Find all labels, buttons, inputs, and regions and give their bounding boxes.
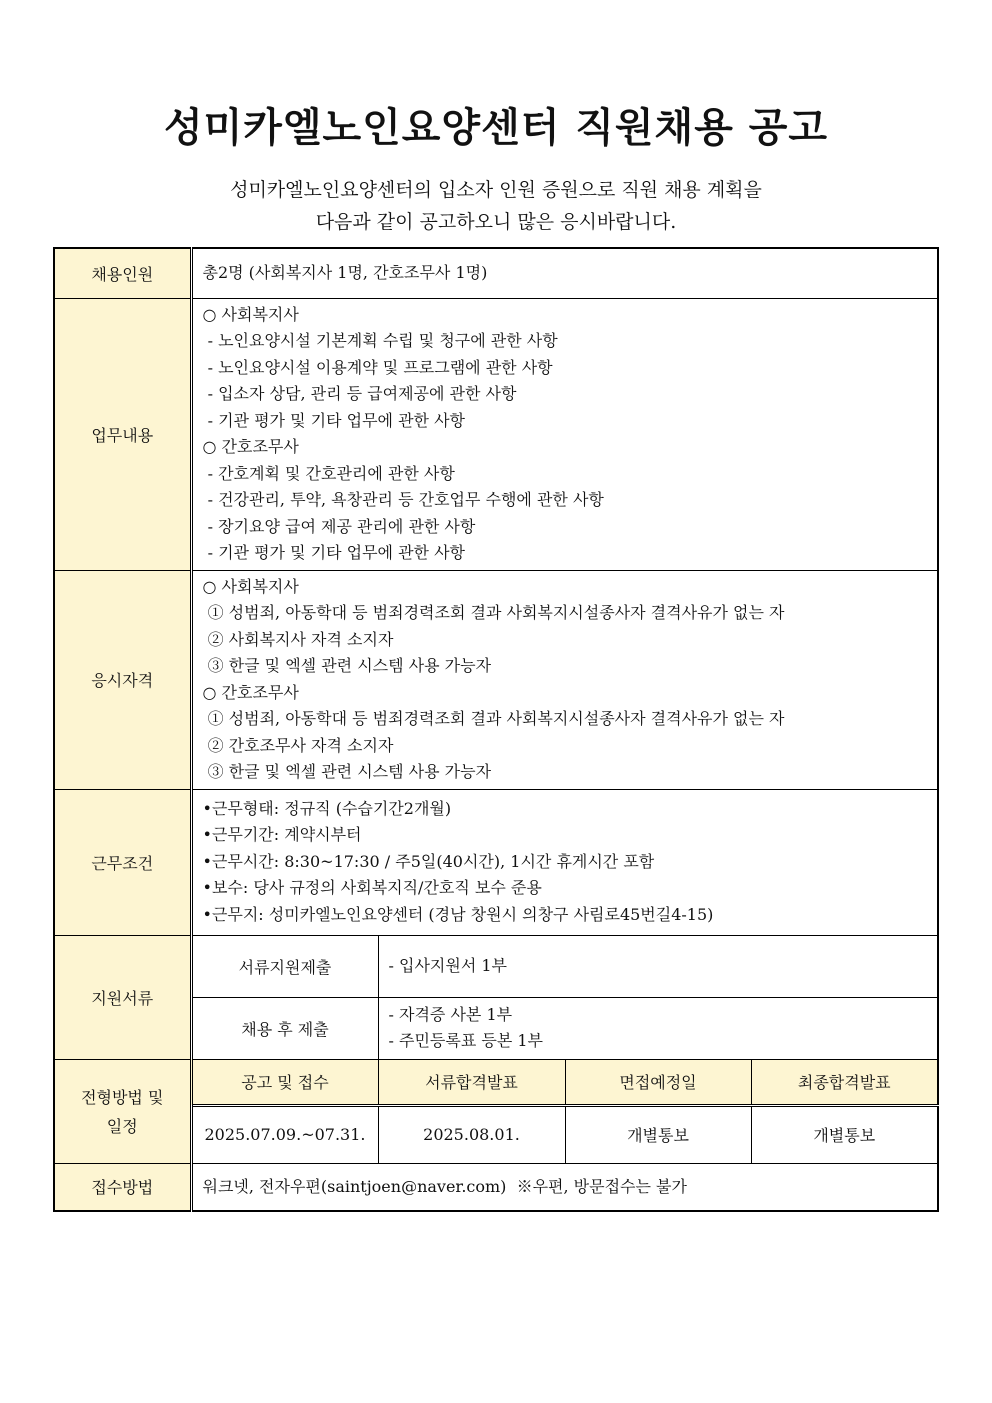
duties-line: - 기관 평가 및 기타 업무에 관한 사항 xyxy=(202,543,465,562)
application-label: 접수방법 xyxy=(54,1163,191,1211)
qualifications-row xyxy=(54,570,938,789)
conditions-content xyxy=(191,789,938,935)
qualification-line: ③ 한글 및 엑셀 관련 시스템 사용 가능자 xyxy=(202,762,492,781)
document-items xyxy=(378,935,938,997)
duties-row xyxy=(54,298,938,570)
document-name: 서류지원제출 xyxy=(191,935,378,997)
schedule-header: 공고 및 접수 xyxy=(191,1059,378,1105)
intro-line-1: 성미카엘노인요양센터의 입소자 인원 증원으로 직원 채용 계획을 xyxy=(230,179,762,201)
schedule-label-line: 전형방법 및 xyxy=(81,1088,164,1107)
duties-line: - 건강관리, 투약, 욕창관리 등 간호업무 수행에 관한 사항 xyxy=(202,490,604,509)
duties-line: - 노인요양시설 기본계획 수립 및 청구에 관한 사항 xyxy=(202,331,558,350)
schedule-label xyxy=(54,1059,191,1163)
qualification-line: ○ 사회복지사 xyxy=(202,576,299,596)
intro-line-2: 다음과 같이 공고하오니 많은 응시바랍니다. xyxy=(315,211,677,233)
application-value: 워크넷, 전자우편(saintjoen@naver.com) ※우편, 방문접수는 불가 xyxy=(191,1163,938,1211)
duties-line: - 입소자 상담, 관리 등 급여제공에 관한 사항 xyxy=(202,384,517,403)
qualifications-label: 응시자격 xyxy=(54,570,191,789)
schedule-label-line: 일정 xyxy=(106,1117,138,1136)
qualification-line: ② 간호조무사 자격 소지자 xyxy=(202,735,394,755)
condition-line: •근무기간: 계약시부터 xyxy=(202,825,362,845)
schedule-value: 2025.07.09.~07.31. xyxy=(191,1105,378,1163)
condition-line: •근무형태: 정규직 (수습기간2개월) xyxy=(202,798,452,818)
duties-content xyxy=(191,298,938,570)
document-name: 채용 후 제출 xyxy=(191,997,378,1059)
schedule-value: 개별통보 xyxy=(751,1105,938,1163)
schedule-header: 최종합격발표 xyxy=(751,1059,938,1105)
duties-line: - 간호계획 및 간호관리에 관한 사항 xyxy=(202,463,455,483)
document-item: - 자격증 사본 1부 xyxy=(388,1004,513,1024)
conditions-row xyxy=(54,789,938,935)
recruit-label: 채용인원 xyxy=(54,248,191,298)
recruit-row xyxy=(54,248,938,298)
intro-text xyxy=(0,174,992,238)
duties-line: - 기관 평가 및 기타 업무에 관한 사항 xyxy=(202,410,465,430)
documents-label: 지원서류 xyxy=(54,935,191,1059)
qualification-line: ① 성범죄, 아동학대 등 범죄경력조회 결과 사회복지시설종사자 결격사유가 없는 자 xyxy=(202,603,785,622)
condition-line: •근무지: 성미카엘노인요양센터 (경남 창원시 의창구 사림로45번길4-15) xyxy=(202,904,714,924)
document-item: - 주민등록표 등본 1부 xyxy=(388,1031,543,1050)
recruitment-table xyxy=(53,247,939,1212)
application-row xyxy=(54,1163,938,1211)
duties-line: - 노인요양시설 이용계약 및 프로그램에 관한 사항 xyxy=(202,357,553,377)
duties-line: ○ 사회복지사 xyxy=(202,304,299,324)
qualification-line: ③ 한글 및 엑셀 관련 시스템 사용 가능자 xyxy=(202,656,492,675)
qualification-line: ① 성범죄, 아동학대 등 범죄경력조회 결과 사회복지시설종사자 결격사유가 없는 자 xyxy=(202,709,785,728)
schedule-header-row xyxy=(54,1059,938,1105)
recruit-value: 총2명 (사회복지사 1명, 간호조무사 1명) xyxy=(191,248,938,298)
condition-line: •근무시간: 8:30~17:30 / 주5일(40시간), 1시간 휴게시간 포함 xyxy=(202,851,655,871)
document-item: - 입사지원서 1부 xyxy=(388,955,507,975)
condition-line: •보수: 당사 규정의 사회복지직/간호직 보수 준용 xyxy=(202,878,542,898)
duties-line: - 장기요양 급여 제공 관리에 관한 사항 xyxy=(202,516,476,536)
schedule-header: 서류합격발표 xyxy=(378,1059,565,1105)
qualifications-content xyxy=(191,570,938,789)
schedule-value: 2025.08.01. xyxy=(378,1105,565,1163)
qualification-line: ○ 간호조무사 xyxy=(202,682,299,702)
duties-label: 업무내용 xyxy=(54,298,191,570)
document-items xyxy=(378,997,938,1059)
documents-row-1 xyxy=(54,935,938,997)
page-title: 성미카엘노인요양센터 직원채용 공고 xyxy=(163,105,829,151)
duties-line: ○ 간호조무사 xyxy=(202,437,299,456)
conditions-label: 근무조건 xyxy=(54,789,191,935)
schedule-value: 개별통보 xyxy=(565,1105,751,1163)
qualification-line: ② 사회복지사 자격 소지자 xyxy=(202,629,394,649)
schedule-header: 면접예정일 xyxy=(565,1059,751,1105)
